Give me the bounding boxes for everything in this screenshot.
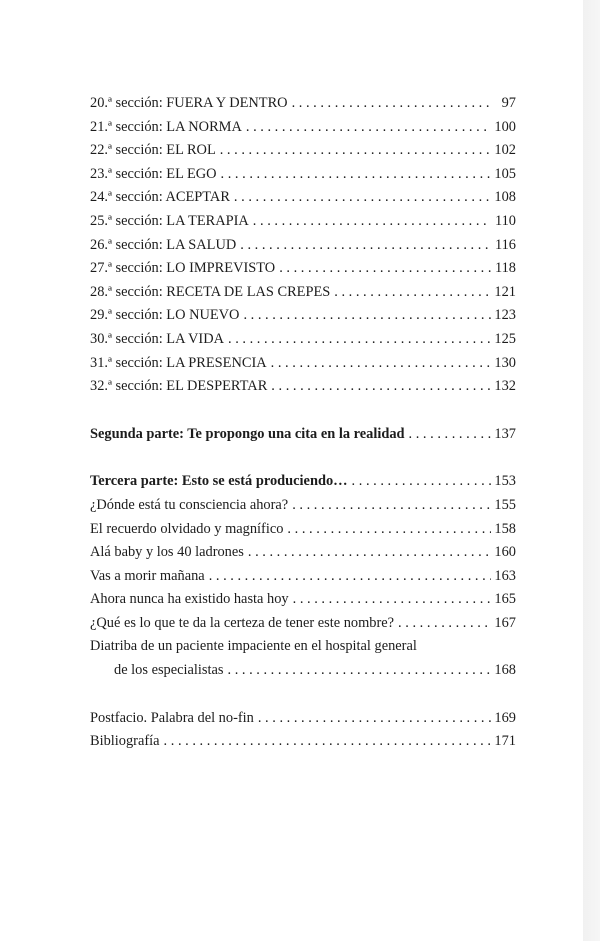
page-edge xyxy=(583,0,600,941)
toc-entry-page: 137 xyxy=(494,425,516,442)
toc-entry-page: 171 xyxy=(494,733,516,750)
toc-entry-title: Vas a morir mañana xyxy=(90,567,205,584)
toc-entry-section-26[interactable] xyxy=(90,234,516,258)
toc-entry-page: 105 xyxy=(494,165,516,182)
leader-dots xyxy=(409,423,491,447)
toc-entry-title: Diatriba de un paciente impaciente en el hospital general xyxy=(90,638,417,655)
toc-entry-title: 29.ª sección: LO NUEVO xyxy=(90,307,240,324)
toc-entry-recuerdo[interactable] xyxy=(90,518,516,542)
toc-entry-title: 22.ª sección: EL ROL xyxy=(90,142,216,159)
toc-entry-page: 163 xyxy=(494,567,516,584)
toc-entry-page: 102 xyxy=(494,142,516,159)
table-of-contents xyxy=(90,92,516,754)
toc-entry-title: Segunda parte: Te propongo una cita en la realidad xyxy=(90,425,405,442)
leader-dots xyxy=(287,518,491,542)
leader-dots xyxy=(220,139,491,163)
toc-entry-page: 130 xyxy=(494,354,516,371)
toc-entry-title: ¿Dónde está tu consciencia ahora? xyxy=(90,496,289,513)
leader-dots xyxy=(240,234,491,258)
toc-entry-title: 21.ª sección: LA NORMA xyxy=(90,118,242,135)
toc-entry-section-24[interactable] xyxy=(90,186,516,210)
toc-entry-page: 118 xyxy=(494,260,516,277)
toc-entry-title: 30.ª sección: LA VIDA xyxy=(90,330,224,347)
toc-entry-title: 26.ª sección: LA SALUD xyxy=(90,236,237,253)
toc-entry-title: 24.ª sección: ACEPTAR xyxy=(90,189,230,206)
toc-entry-page: 132 xyxy=(494,378,516,395)
toc-entry-title: El recuerdo olvidado y magnífico xyxy=(90,520,284,537)
leader-dots xyxy=(243,304,491,328)
leader-dots xyxy=(258,707,491,731)
toc-entry-diatriba-line1[interactable] xyxy=(90,635,516,659)
toc-entry-section-25[interactable] xyxy=(90,210,516,234)
leader-dots xyxy=(253,210,491,234)
toc-entry-page: 108 xyxy=(494,189,516,206)
spacer xyxy=(90,399,516,423)
toc-entry-diatriba-line2[interactable] xyxy=(90,659,516,683)
toc-entry-section-20[interactable] xyxy=(90,92,516,116)
toc-entry-title: 31.ª sección: LA PRESENCIA xyxy=(90,354,267,371)
toc-entry-title: 20.ª sección: FUERA Y DENTRO xyxy=(90,95,288,111)
toc-entry-page: 167 xyxy=(494,614,516,631)
toc-entry-page: 100 xyxy=(494,118,516,135)
toc-entry-certeza[interactable] xyxy=(90,612,516,636)
toc-entry-section-27[interactable] xyxy=(90,257,516,281)
leader-dots xyxy=(271,352,491,376)
toc-entry-bibliografia[interactable] xyxy=(90,730,516,754)
toc-entry-title: 25.ª sección: LA TERAPIA xyxy=(90,212,249,229)
toc-entry-page: 121 xyxy=(494,283,516,300)
toc-entry-part-2[interactable] xyxy=(90,423,516,447)
toc-entry-section-23[interactable] xyxy=(90,163,516,187)
toc-entry-page: 125 xyxy=(494,330,516,347)
toc-entry-page: 158 xyxy=(494,520,516,537)
toc-entry-title: 27.ª sección: LO IMPREVISTO xyxy=(90,260,276,277)
spacer xyxy=(90,446,516,470)
leader-dots xyxy=(334,281,491,305)
toc-entry-postfacio[interactable] xyxy=(90,707,516,731)
toc-entry-title: ¿Qué es lo que te da la certeza de tener este nombre? xyxy=(90,614,395,631)
toc-entry-page: 110 xyxy=(494,212,516,229)
toc-entry-page: 160 xyxy=(494,544,516,561)
toc-entry-part-3[interactable] xyxy=(90,470,516,494)
leader-dots xyxy=(228,659,492,683)
toc-entry-ahora-nunca[interactable] xyxy=(90,588,516,612)
toc-entry-page: 169 xyxy=(494,709,516,726)
toc-entry-page: 97 xyxy=(501,95,516,111)
toc-entry-page: 165 xyxy=(494,591,516,608)
toc-entry-title: 23.ª sección: EL EGO xyxy=(90,165,217,182)
toc-entry-morir[interactable] xyxy=(90,565,516,589)
toc-entry-title: 32.ª sección: EL DESPERTAR xyxy=(90,378,268,395)
toc-entry-section-31[interactable] xyxy=(90,352,516,376)
leader-dots xyxy=(164,730,491,754)
toc-entry-section-29[interactable] xyxy=(90,304,516,328)
toc-entry-page: 123 xyxy=(494,307,516,324)
leader-dots xyxy=(246,116,491,140)
toc-entry-ala-baby[interactable] xyxy=(90,541,516,565)
leader-dots xyxy=(209,565,491,589)
leader-dots xyxy=(248,541,491,565)
toc-entry-section-30[interactable] xyxy=(90,328,516,352)
leader-dots xyxy=(292,494,491,518)
toc-entry-title: Postfacio. Palabra del no-fin xyxy=(90,709,254,726)
toc-entry-title: de los especialistas xyxy=(114,662,224,679)
toc-entry-section-28[interactable] xyxy=(90,281,516,305)
toc-entry-title: Alá baby y los 40 ladrones xyxy=(90,544,244,561)
leader-dots xyxy=(279,257,491,281)
toc-entry-section-22[interactable] xyxy=(90,139,516,163)
toc-entry-page: 116 xyxy=(494,236,516,253)
toc-entry-title: 28.ª sección: RECETA DE LAS CREPES xyxy=(90,283,331,300)
leader-dots xyxy=(293,588,491,612)
toc-entry-title: Tercera parte: Esto se está produciendo… xyxy=(90,473,348,490)
leader-dots xyxy=(271,375,491,399)
spacer xyxy=(90,683,516,707)
toc-entry-section-21[interactable] xyxy=(90,116,516,140)
toc-entry-title: Ahora nunca ha existido hasta hoy xyxy=(90,591,289,608)
toc-entry-page: 153 xyxy=(494,473,516,490)
leader-dots xyxy=(398,612,491,636)
toc-entry-page: 168 xyxy=(494,662,516,679)
toc-entry-section-32[interactable] xyxy=(90,375,516,399)
leader-dots xyxy=(292,92,491,116)
toc-entry-page: 155 xyxy=(494,496,516,513)
leader-dots xyxy=(352,470,491,494)
toc-entry-title: Bibliografía xyxy=(90,733,160,750)
leader-dots xyxy=(221,163,491,187)
toc-entry-consciencia[interactable] xyxy=(90,494,516,518)
leader-dots xyxy=(234,186,491,210)
leader-dots xyxy=(228,328,491,352)
